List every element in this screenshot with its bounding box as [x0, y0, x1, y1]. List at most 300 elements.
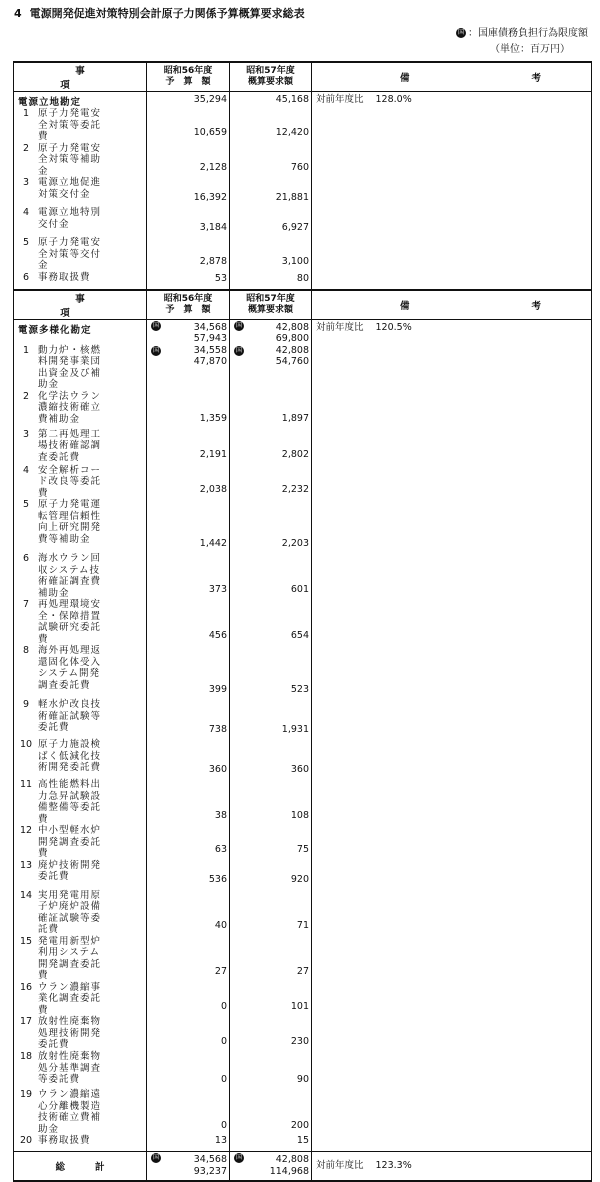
fy56-cell — [147, 890, 230, 936]
item-label — [14, 1051, 146, 1086]
header-fy56 — [147, 290, 230, 320]
fy57-cell — [230, 143, 312, 178]
fy56-cell — [147, 108, 230, 143]
item-number: 6 — [22, 271, 30, 283]
table-body — [14, 62, 592, 1181]
header-item-label: 事 項 — [60, 293, 155, 319]
header-fy56-line2: 予 算 額 — [165, 77, 211, 87]
fy57-cell — [230, 207, 312, 237]
ratio-value: 120.5% — [375, 321, 412, 333]
section-fy57-value: 42,808 — [275, 321, 309, 333]
total-fy56-value-2: 93,237 — [193, 1165, 227, 1177]
fy56-cell — [147, 699, 230, 739]
section-remarks — [312, 92, 592, 109]
table-row — [14, 779, 592, 825]
header-row — [14, 290, 592, 320]
fy57-cell — [230, 739, 312, 779]
item-name: 放射性廃棄物処分基準調査等委託費 — [38, 1051, 102, 1085]
fy56-cell — [147, 429, 230, 465]
title-text: 電源開発促進対策特別会計原子力関係予算概算要求総表 — [29, 7, 305, 20]
header-item-label: 事 項 — [60, 66, 155, 91]
fy56-cell-value: 0 — [220, 1119, 227, 1131]
item-number: 11 — [19, 779, 33, 790]
table-row — [14, 391, 592, 429]
national-debt-mark-icon: 国 — [152, 346, 159, 354]
section-remarks — [312, 319, 592, 345]
header-remarks-left: 備 — [399, 73, 412, 84]
fy56-cell — [147, 860, 230, 890]
fy57-cell — [230, 108, 312, 143]
fy57-cell — [230, 1135, 312, 1151]
item-name: 放射性廃棄物処理技術開発委託費 — [38, 1016, 102, 1050]
item-label — [14, 982, 146, 1017]
national-debt-mark-icon: 国 — [152, 321, 159, 329]
item-cell — [14, 553, 147, 599]
header-fy57 — [230, 290, 312, 320]
fy57-cell-value: 1,931 — [281, 723, 309, 735]
table-row — [14, 860, 592, 890]
item-name: 第二再処理工場技術確認調査委託費 — [38, 428, 102, 463]
item-cell — [14, 739, 147, 779]
section-fy57-value: 45,168 — [275, 94, 309, 105]
table-row — [14, 1016, 592, 1051]
fy56-cell-value: 536 — [208, 874, 227, 885]
legend-text: ：国庫債務負担行為限度額 — [468, 28, 588, 39]
item-label — [14, 345, 146, 391]
table-row — [14, 143, 592, 178]
item-name: 海水ウラン回収システム技術確証調査費補助金 — [38, 553, 102, 599]
item-cell — [14, 890, 147, 936]
fy56-cell-value: 2,191 — [199, 449, 227, 460]
fy56-cell-value: 456 — [208, 629, 227, 641]
fy57-cell-value: 108 — [290, 809, 309, 821]
item-name: ウラン濃縮事業化調査委託費 — [38, 981, 102, 1016]
table-row — [14, 645, 592, 699]
item-cell — [14, 779, 147, 825]
item-number: 16 — [19, 981, 33, 993]
fy56-cell — [147, 982, 230, 1017]
fy56-cell-value: 3,184 — [199, 221, 227, 233]
item-name: ウラン濃縮遠心分離機製造技術確立費補助金 — [38, 1089, 102, 1135]
fy56-cell-value: 10,659 — [193, 127, 227, 138]
table-row — [14, 272, 592, 290]
item-number: 19 — [19, 1089, 33, 1100]
table-row — [14, 237, 592, 272]
item-cell — [14, 699, 147, 739]
fy57-cell-value: 21,881 — [275, 191, 309, 203]
fy57-cell — [230, 177, 312, 207]
ratio-label: 対前年度比 — [316, 321, 364, 333]
fy57-cell-value: 12,420 — [275, 127, 309, 138]
item-label — [14, 207, 146, 230]
table-row — [14, 936, 592, 982]
fy57-cell-value: 2,232 — [281, 483, 309, 495]
national-debt-mark-icon: 国 — [235, 346, 242, 354]
item-number: 9 — [22, 699, 30, 710]
total-fy56 — [147, 1151, 230, 1181]
table-row — [14, 177, 592, 207]
fy56-cell — [147, 645, 230, 699]
fy57-cell — [230, 272, 312, 290]
header-remarks-right: 考 — [531, 300, 544, 312]
fy56-cell-value: 2,878 — [199, 256, 227, 267]
remarks-cell — [312, 143, 592, 178]
fy56-cell-value: 16,392 — [193, 191, 227, 203]
header-fy56 — [147, 62, 230, 92]
fy57-cell-value: 1,897 — [281, 413, 309, 424]
fy56-cell-value: 0 — [220, 1000, 227, 1012]
item-cell — [14, 645, 147, 699]
ratio-value: 128.0% — [375, 94, 412, 105]
table-row — [14, 429, 592, 465]
item-number: 6 — [22, 553, 30, 564]
remarks-cell — [312, 860, 592, 890]
item-cell — [14, 272, 147, 290]
item-cell — [14, 1016, 147, 1051]
fy56-cell-value: 13 — [214, 1135, 227, 1146]
item-number: 3 — [22, 177, 30, 188]
fy56-cell-value: 373 — [208, 583, 227, 595]
header-item — [14, 62, 155, 92]
fy57-cell — [230, 936, 312, 982]
section-title: 電源多様化勘定 — [18, 324, 92, 336]
fy57-cell — [230, 779, 312, 825]
section-row — [14, 319, 592, 345]
item-cell — [14, 177, 147, 207]
item-number: 3 — [22, 428, 30, 440]
item-cell — [14, 429, 147, 465]
item-name: 原子力発電安全対策等交付金 — [38, 237, 102, 271]
fy56-cell — [147, 936, 230, 982]
section-fy56-value-2: 57,943 — [193, 333, 227, 344]
table-row — [14, 553, 592, 599]
table-row — [14, 599, 592, 645]
document-title — [14, 5, 305, 21]
section-fy56-value: 34,568 — [193, 321, 227, 333]
section-title-cell — [14, 92, 147, 109]
item-number: 5 — [22, 499, 30, 510]
item-cell — [14, 237, 147, 272]
remarks-cell — [312, 429, 592, 465]
item-name: 原子力発電安全対策等委託費 — [38, 108, 102, 142]
fy57-cell — [230, 1089, 312, 1135]
section-fy56 — [147, 319, 230, 345]
fy56-cell-value: 360 — [208, 763, 227, 775]
item-number: 2 — [22, 142, 30, 154]
remarks-cell — [312, 739, 592, 779]
remarks-cell — [312, 645, 592, 699]
item-name: 軽水炉改良技術確証試験等委託費 — [38, 699, 102, 733]
ratio-value: 123.3% — [375, 1159, 412, 1171]
item-cell — [14, 499, 147, 553]
remarks-cell — [312, 345, 592, 391]
item-number: 4 — [22, 464, 30, 476]
fy57-cell — [230, 345, 312, 391]
item-name: 海外再処理返還固化体受入システム開発調査委託費 — [38, 645, 102, 691]
table-row — [14, 207, 592, 237]
item-number: 20 — [19, 1135, 33, 1146]
fy56-cell — [147, 272, 230, 290]
fy57-cell — [230, 237, 312, 272]
item-label — [14, 429, 146, 464]
fy57-cell — [230, 645, 312, 699]
header-fy57-line1: 昭和57年度 — [246, 66, 295, 76]
item-name: 事務取扱費 — [38, 1135, 91, 1146]
header-fy56-line1: 昭和56年度 — [163, 66, 213, 76]
fy57-cell-value: 71 — [296, 920, 309, 931]
item-label — [14, 890, 146, 936]
item-number: 12 — [19, 825, 33, 836]
fy57-cell-value: 760 — [290, 161, 309, 173]
item-name: 安全解析コード改良等委託費 — [38, 464, 102, 499]
remarks-cell — [312, 177, 592, 207]
item-cell — [14, 465, 147, 500]
section-fy57 — [230, 92, 312, 109]
item-number: 7 — [22, 599, 30, 610]
fy56-cell-value: 2,038 — [199, 483, 227, 495]
table-row — [14, 108, 592, 143]
item-name: 実用発電用原子炉廃炉設備確証試験等委託費 — [38, 889, 102, 935]
section-title-cell — [14, 319, 147, 345]
remarks-cell — [312, 779, 592, 825]
fy56-cell — [147, 1089, 230, 1135]
fy56-cell-value: 399 — [208, 683, 227, 695]
table-row — [14, 982, 592, 1017]
section-fy56 — [147, 92, 230, 109]
item-name: 原子力発電安全対策等補助金 — [38, 142, 102, 177]
fy56-cell-value: 1,442 — [199, 537, 227, 549]
fy56-cell — [147, 177, 230, 207]
item-name: 再処理環境安全・保障措置試験研究委託費 — [38, 599, 102, 645]
item-cell — [14, 1051, 147, 1089]
remarks-cell — [312, 391, 592, 429]
unit-note: （単位：百万円） — [490, 44, 570, 55]
table-row — [14, 499, 592, 553]
national-debt-mark-icon: 国 — [235, 321, 242, 329]
item-cell — [14, 1089, 147, 1135]
fy57-cell — [230, 465, 312, 500]
total-row — [14, 1151, 592, 1181]
fy56-cell — [147, 207, 230, 237]
item-cell — [14, 345, 147, 391]
item-name: 原子力施設検ばく低減化技術開発委託費 — [38, 739, 102, 773]
total-label: 総計 — [55, 1161, 135, 1173]
item-name: 動力炉・核燃料開発事業団出資金及び補助金 — [38, 344, 102, 390]
fy57-cell-value: 3,100 — [281, 256, 309, 267]
item-cell — [14, 860, 147, 890]
item-label — [14, 237, 146, 272]
fy56-cell — [147, 1016, 230, 1051]
fy57-cell-value: 523 — [290, 683, 309, 695]
item-name: 事務取扱費 — [38, 271, 91, 283]
item-label — [14, 1089, 146, 1135]
item-cell — [14, 825, 147, 860]
header-fy57 — [230, 62, 312, 92]
total-label-cell — [14, 1151, 147, 1181]
header-remarks — [312, 290, 592, 320]
total-fy56-value: 34,568 — [193, 1154, 227, 1165]
item-number: 4 — [22, 207, 30, 218]
item-number: 5 — [22, 237, 30, 248]
fy57-cell-value: 90 — [296, 1073, 309, 1085]
fy57-cell-value: 654 — [290, 629, 309, 641]
item-number: 8 — [22, 645, 30, 656]
item-label — [14, 553, 146, 599]
item-label — [14, 177, 146, 200]
remarks-cell — [312, 499, 592, 553]
header-item — [14, 290, 155, 320]
remarks-cell — [312, 272, 592, 290]
fy57-cell — [230, 825, 312, 860]
remarks-cell — [312, 982, 592, 1017]
remarks-cell — [312, 465, 592, 500]
header-fy57-line2: 概算要求額 — [247, 77, 293, 87]
legend — [456, 24, 588, 39]
fy56-cell — [147, 825, 230, 860]
section-fy57 — [230, 319, 312, 345]
item-label — [14, 465, 146, 500]
remarks-cell — [312, 936, 592, 982]
fy56-cell-value: 40 — [214, 920, 227, 931]
national-debt-mark-icon: 国 — [152, 1153, 159, 1161]
fy56-cell — [147, 553, 230, 599]
table-row — [14, 825, 592, 860]
item-label — [14, 779, 146, 825]
fy56-cell-value: 1,359 — [199, 413, 227, 424]
header-fy57-line2: 概算要求額 — [247, 304, 293, 315]
fy57-cell-value: 80 — [296, 273, 309, 284]
header-fy57-line1: 昭和57年度 — [246, 293, 295, 304]
item-number: 17 — [19, 1016, 33, 1027]
fy57-cell — [230, 1016, 312, 1051]
fy57-cell — [230, 391, 312, 429]
table-row — [14, 739, 592, 779]
remarks-cell — [312, 599, 592, 645]
table-row — [14, 345, 592, 391]
item-name: 中小型軽水炉開発調査委託費 — [38, 825, 102, 859]
fy56-cell-value: 53 — [214, 273, 227, 284]
item-name: 高性能燃料出力急昇試験設備整備等委託費 — [38, 779, 102, 825]
fy57-cell — [230, 553, 312, 599]
item-name: 化学法ウラン濃縮技術確立費補助金 — [38, 390, 102, 425]
fy57-cell-value: 75 — [296, 844, 309, 855]
ratio-label: 対前年度比 — [316, 1159, 364, 1171]
fy57-cell — [230, 499, 312, 553]
item-cell — [14, 599, 147, 645]
remarks-cell — [312, 108, 592, 143]
item-number: 10 — [19, 739, 33, 750]
section-title: 電源立地勘定 — [18, 97, 82, 108]
remarks-cell — [312, 1051, 592, 1089]
item-cell — [14, 1135, 147, 1151]
item-name: 電源立地特別交付金 — [38, 207, 102, 230]
remarks-cell — [312, 699, 592, 739]
item-number: 1 — [22, 344, 30, 356]
fy57-cell — [230, 599, 312, 645]
fy57-cell-value: 101 — [290, 1000, 309, 1012]
header-row — [14, 62, 592, 92]
header-remarks-right: 考 — [531, 73, 544, 84]
section-row — [14, 92, 592, 109]
fy57-cell-value-2: 54,760 — [275, 356, 309, 367]
total-fy57 — [230, 1151, 312, 1181]
fy57-cell — [230, 890, 312, 936]
fy56-cell-value: 27 — [214, 966, 227, 977]
fy56-cell — [147, 237, 230, 272]
remarks-cell — [312, 1135, 592, 1151]
item-cell — [14, 982, 147, 1017]
fy56-cell — [147, 1051, 230, 1089]
remarks-cell — [312, 825, 592, 860]
fy57-cell-value: 2,203 — [281, 537, 309, 549]
item-label — [14, 1135, 146, 1147]
remarks-cell — [312, 890, 592, 936]
table-row — [14, 465, 592, 500]
fy56-cell-value-2: 47,870 — [193, 356, 227, 367]
item-number: 14 — [19, 889, 33, 901]
fy56-cell-value: 38 — [214, 809, 227, 821]
item-label — [14, 645, 146, 691]
fy56-cell-value: 0 — [220, 1035, 227, 1047]
fy57-cell-value: 27 — [296, 966, 309, 977]
total-fy57-value-2: 114,968 — [269, 1165, 309, 1177]
total-remarks — [312, 1151, 592, 1181]
item-number: 1 — [22, 108, 30, 119]
fy56-cell — [147, 143, 230, 178]
fy56-cell — [147, 345, 230, 391]
header-fy56-line2: 予 算 額 — [165, 304, 211, 315]
item-label — [14, 108, 146, 143]
national-debt-mark-icon: 国 — [235, 1153, 242, 1161]
remarks-cell — [312, 553, 592, 599]
ratio-label: 対前年度比 — [316, 94, 364, 105]
fy56-cell — [147, 599, 230, 645]
item-label — [14, 825, 146, 860]
fy56-cell-value: 2,128 — [199, 161, 227, 173]
item-label — [14, 860, 146, 883]
item-cell — [14, 936, 147, 982]
budget-table — [13, 61, 592, 1182]
fy57-cell-value: 601 — [290, 583, 309, 595]
remarks-cell — [312, 1016, 592, 1051]
remarks-cell — [312, 237, 592, 272]
remarks-cell — [312, 1089, 592, 1135]
fy56-cell-value: 34,558 — [193, 344, 227, 356]
fy56-cell — [147, 739, 230, 779]
fy56-cell — [147, 465, 230, 500]
item-label — [14, 599, 146, 645]
table-row — [14, 1135, 592, 1151]
table-row — [14, 1089, 592, 1135]
header-remarks-left: 備 — [399, 300, 412, 312]
fy56-cell-value: 738 — [208, 723, 227, 735]
item-label — [14, 739, 146, 774]
section-fy57-value-2: 69,800 — [275, 333, 309, 344]
fy57-cell — [230, 860, 312, 890]
fy57-cell-value: 200 — [290, 1119, 309, 1131]
item-label — [14, 699, 146, 734]
fy56-cell — [147, 391, 230, 429]
section-fy56-value: 35,294 — [193, 94, 227, 105]
item-label — [14, 499, 146, 545]
header-fy56-line1: 昭和56年度 — [163, 293, 213, 304]
item-cell — [14, 207, 147, 237]
national-debt-mark-icon: 国 — [457, 29, 464, 36]
item-cell — [14, 143, 147, 178]
item-label — [14, 1016, 146, 1051]
fy57-cell-value: 920 — [290, 874, 309, 885]
table-row — [14, 1051, 592, 1089]
